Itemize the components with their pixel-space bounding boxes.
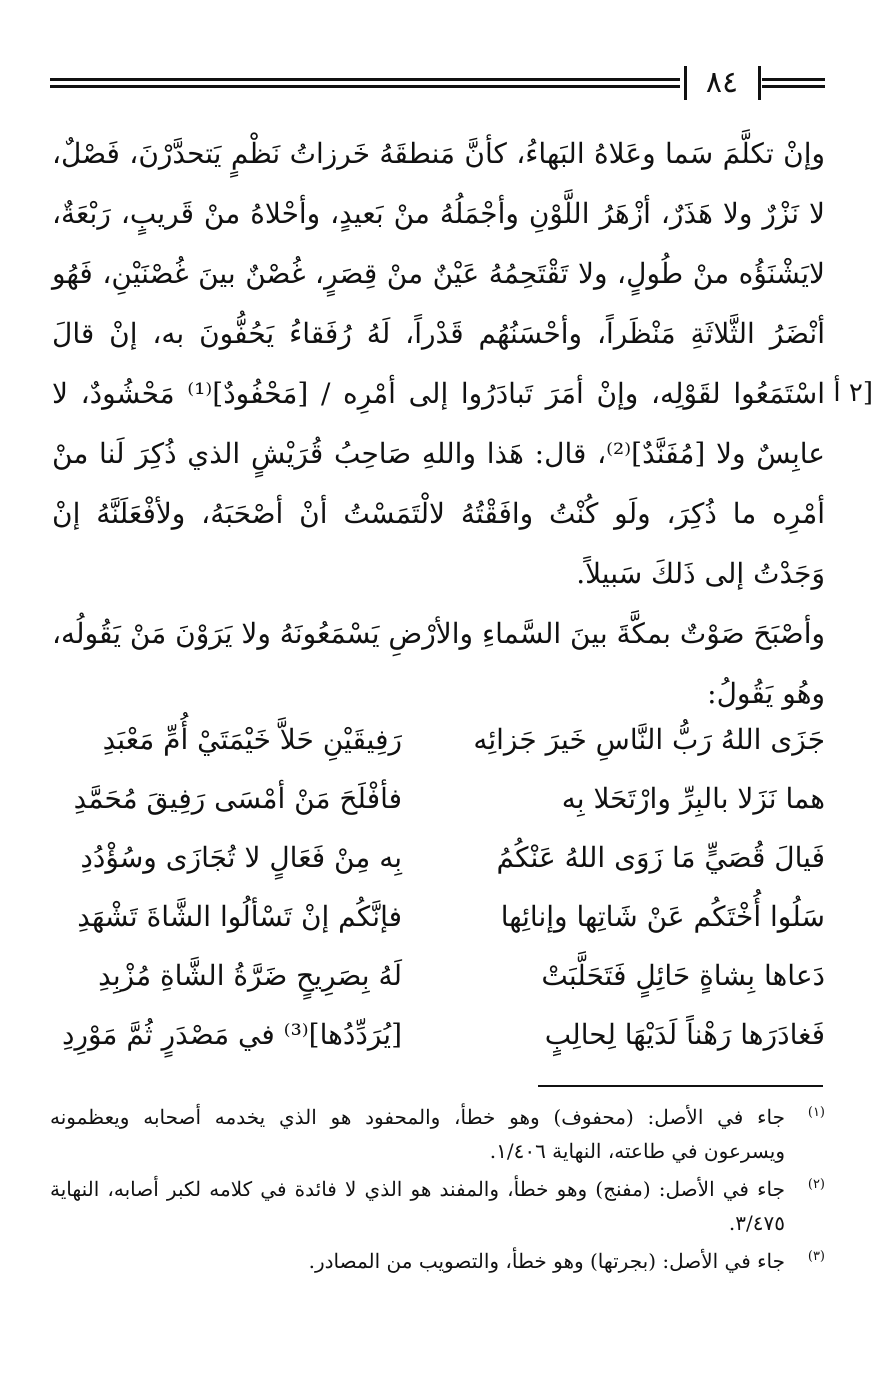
- verse-second-hemistich: [يُرَدِّدُها]⁽³⁾ في مَصْدَرٍ ثُمَّ مَوْرِدِ: [61, 1018, 402, 1051]
- paragraph: وأصْبَحَ صَوْتٌ بمكَّةَ بينَ السَّماءِ والأرْضِ يَسْمَعُونَهُ ولا يَرَوْنَ مَنْ يَقُولُه، وهُو يَقُولُ:: [52, 617, 825, 710]
- verse-first-hemistich: سَلُوا أُخْتَكُم عَنْ شَاتِها وإنائِها: [500, 900, 825, 933]
- footnote-marker: (٣): [807, 1249, 825, 1264]
- verse-first-hemistich: دَعاها بِشاةٍ حَائِلٍ فَتَحَلَّبَتْ: [541, 959, 825, 992]
- verse: [52, 1005, 825, 1064]
- manuscript-folio-note: ٢ أ]: [833, 378, 873, 408]
- verse-second-hemistich: لَهُ بِصَرِيحٍ ضَرَّةُ الشَّاةِ مُزْبِدِ: [98, 959, 402, 992]
- verse: [52, 710, 825, 769]
- verse-first-hemistich: هما نَزَلا بالبِرِّ وارْتَحَلا بِه: [561, 782, 825, 815]
- footnote: [50, 1244, 825, 1278]
- header-rule-left: [50, 78, 680, 88]
- footnote-text: جاء في الأصل: (بجرتها) وهو خطأ، والتصويب من المصادر.: [308, 1249, 785, 1273]
- verse-second-hemistich: فأفْلَحَ مَنْ أمْسَى رَفِيقَ مُحَمَّدِ: [73, 782, 402, 815]
- verse: [52, 828, 825, 887]
- body-text: [52, 124, 825, 724]
- verse-second-hemistich: فإنَّكُم إنْ تَسْألُوا الشَّاةَ تَشْهَدِ: [77, 900, 402, 933]
- page-header: [50, 66, 825, 100]
- verse-second-hemistich: بِه مِنْ فَعَالٍ لا تُجَازَى وسُؤْدُدِ: [80, 841, 402, 874]
- footnote-marker: (١): [807, 1105, 825, 1120]
- verse: [52, 946, 825, 1005]
- header-rule-right: [762, 78, 825, 88]
- footnote-text: جاء في الأصل: (محفوف) وهو خطأ، والمحفود هو الذي يخدمه أصحابه ويعظمونه ويسرعون في طاعته، النهاية ١/٤٠٦.: [50, 1105, 785, 1163]
- verse-first-hemistich: جَزَى اللهُ رَبُّ النَّاسِ خَيرَ جَزائِه: [473, 723, 825, 756]
- paragraph: وإنْ تكلَّمَ سَما وعَلاهُ البَهاءُ، كأنَّ مَنطقَهُ خَرزاتُ نَظْمٍ يَتحدَّرْنَ، فَصْلٌ، لا نَزْرٌ ولا هَذَرٌ، أزْهَرُ اللَّوْنِ وأجْمَلُهُ منْ بَعيدٍ، وأحْلاهُ منْ قَريبٍ، رَبْعَةٌ، لايَشْنَؤُه منْ طُولٍ، ولا تَقْتَحِمُهُ عَيْنٌ منْ قِصَرٍ، غُصْنٌ بينَ غُصْنَيْنِ، فَهُو أنْضَرُ الثَّلاثَةِ مَنْظَراً، وأحْسَنُهُم قَدْراً، لَهُ رُفَقاءُ يَحُفُّونَ به، إنْ قالَ اسْتَمَعُوا لقَوْلِه، وإنْ أمَرَ تَبادَرُوا إلى أمْرِه / [مَحْفُودٌ]⁽¹⁾ مَحْشُودٌ، لا عابِسٌ ولا [مُفَنَّدٌ]⁽²⁾، قال: هَذا واللهِ صَاحِبُ قُرَيْشٍ الذي ذُكِرَ لَنا منْ أمْرِه ما ذُكِرَ، ولَو كُنْتُ وافَقْتُهُ لالْتَمَسْتُ أنْ أصْحَبَهُ، ولأفْعَلَنَّهُ إنْ وَجَدْتُ إلى ذَلكَ سَبيلاً.: [52, 137, 825, 590]
- header-bar: [758, 66, 761, 100]
- poem: [52, 710, 825, 1064]
- footnote-separator: [538, 1085, 823, 1087]
- verse-second-hemistich: رَفِيقَيْنِ حَلاَّ خَيْمَتَيْ أُمِّ مَعْبَدِ: [102, 723, 402, 756]
- footnotes: [50, 1100, 825, 1282]
- footnote: [50, 1172, 825, 1240]
- footnote-text: جاء في الأصل: (مفنج) وهو خطأ، والمفند هو الذي لا فائدة في كلامه لكبر أصابه، النهاية ٣/٤٧٥.: [50, 1177, 785, 1235]
- verse: [52, 887, 825, 946]
- footnote-marker: (٢): [807, 1177, 825, 1192]
- page-number: ٨٤: [705, 65, 739, 100]
- verse-first-hemistich: فَيالَ قُصَيٍّ مَا زَوَى اللهُ عَنْكُمُ: [496, 841, 825, 874]
- footnote: [50, 1100, 825, 1168]
- verse: [52, 769, 825, 828]
- header-bar: [684, 66, 687, 100]
- verse-first-hemistich: فَغادَرَها رَهْناً لَدَيْهَا لِحالِبٍ: [544, 1018, 825, 1051]
